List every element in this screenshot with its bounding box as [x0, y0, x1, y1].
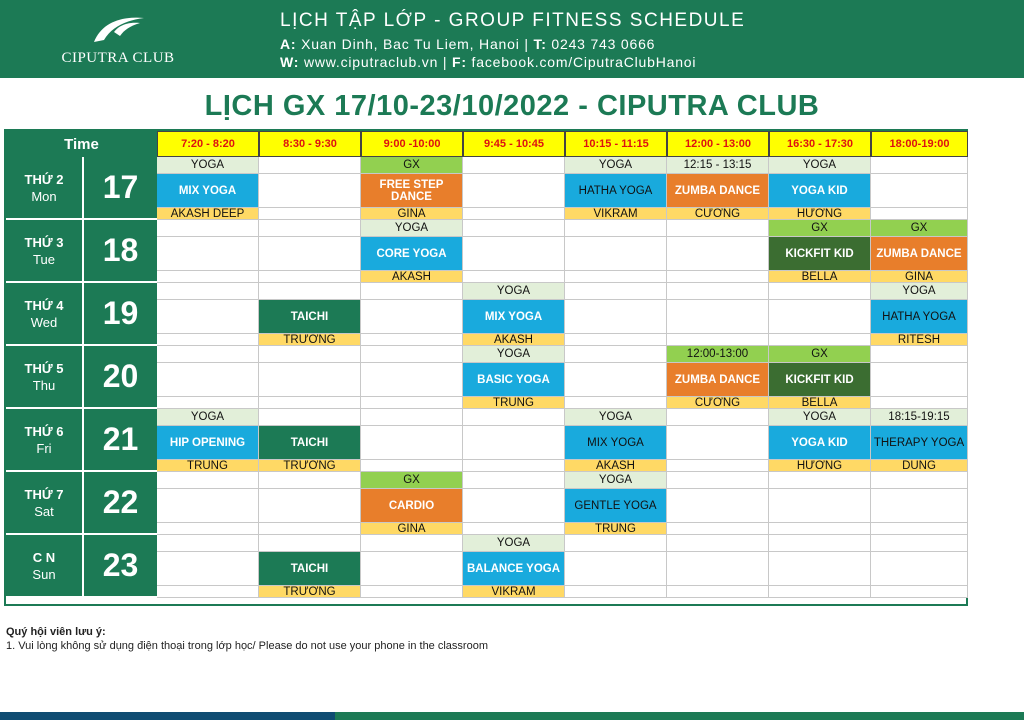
class-cell: GX [769, 346, 871, 363]
empty-cell [871, 174, 968, 208]
empty-cell [157, 472, 259, 489]
day-name-cell [6, 220, 82, 283]
web-line [280, 54, 696, 70]
class-cell: YOGA [361, 220, 463, 237]
page-header [0, 0, 1024, 78]
empty-cell [871, 472, 968, 489]
empty-cell [157, 489, 259, 523]
class-cell: HƯƠNG [769, 208, 871, 220]
empty-cell [463, 271, 565, 283]
class-cell: BALANCE YOGA [463, 552, 565, 586]
class-cell: YOGA [565, 409, 667, 426]
empty-cell [361, 346, 463, 363]
empty-cell [667, 460, 769, 472]
class-cell: CARDIO [361, 489, 463, 523]
empty-cell [667, 237, 769, 271]
day-name-cell [6, 283, 82, 346]
schedule-table [4, 129, 968, 606]
empty-cell [565, 363, 667, 397]
day-name-vi: C N [32, 549, 56, 565]
brand-name: CIPUTRA CLUB [61, 50, 175, 66]
time-slot-header: 9:00 -10:00 [361, 131, 463, 157]
empty-cell [361, 535, 463, 552]
empty-cell [667, 271, 769, 283]
empty-cell [259, 174, 361, 208]
empty-cell [871, 363, 968, 397]
phone-label: T: [533, 36, 547, 52]
empty-cell [259, 237, 361, 271]
empty-cell [871, 489, 968, 523]
empty-cell [871, 523, 968, 535]
empty-cell [667, 472, 769, 489]
class-cell: 18:15-19:15 [871, 409, 968, 426]
class-cell: GX [361, 472, 463, 489]
empty-cell [769, 523, 871, 535]
class-cell: RITESH [871, 334, 968, 346]
empty-cell [259, 489, 361, 523]
empty-cell [361, 397, 463, 409]
empty-cell [361, 283, 463, 300]
class-cell: BELLA [769, 271, 871, 283]
empty-cell [769, 586, 871, 598]
class-cell: YOGA [463, 346, 565, 363]
class-cell: MIX YOGA [565, 426, 667, 460]
day-name-vi: THỨ 5 [24, 360, 64, 376]
empty-cell [259, 271, 361, 283]
empty-cell [463, 220, 565, 237]
empty-cell [259, 157, 361, 174]
empty-cell [259, 409, 361, 426]
empty-cell [157, 535, 259, 552]
class-cell: AKASH [565, 460, 667, 472]
day-number: 22 [82, 472, 157, 535]
class-cell: YOGA [769, 409, 871, 426]
empty-cell [361, 363, 463, 397]
class-cell: TAICHI [259, 426, 361, 460]
empty-cell [157, 334, 259, 346]
day-name-cell [6, 157, 82, 220]
address-text: Xuan Dinh, Bac Tu Liem, Hanoi [301, 36, 520, 52]
notes-title: Quý hội viên lưu ý: [6, 626, 106, 638]
class-cell: TAICHI [259, 300, 361, 334]
time-slot-header: 10:15 - 11:15 [565, 131, 667, 157]
class-cell: TRƯỞNG [259, 334, 361, 346]
empty-cell [463, 489, 565, 523]
class-cell: 12:00-13:00 [667, 346, 769, 363]
empty-cell [565, 271, 667, 283]
empty-cell [157, 363, 259, 397]
empty-cell [769, 472, 871, 489]
class-cell: MIX YOGA [157, 174, 259, 208]
empty-cell [463, 157, 565, 174]
separator: | [442, 54, 448, 70]
day-name-vi: THỨ 7 [24, 486, 64, 502]
empty-cell [361, 552, 463, 586]
page-title: LỊCH GX 17/10-23/10/2022 - CIPUTRA CLUB [204, 90, 820, 122]
day-name-vi: THỨ 3 [24, 234, 64, 250]
class-cell: GX [871, 220, 968, 237]
class-cell: HIP OPENING [157, 426, 259, 460]
class-cell: GX [361, 157, 463, 174]
day-number: 19 [82, 283, 157, 346]
empty-cell [463, 208, 565, 220]
website-link[interactable]: www.ciputraclub.vn [303, 54, 439, 70]
class-cell: HƯƠNG [769, 460, 871, 472]
class-cell: CƯỜNG [667, 208, 769, 220]
empty-cell [157, 271, 259, 283]
day-number: 18 [82, 220, 157, 283]
footer-bar-blue [0, 712, 335, 720]
empty-cell [769, 283, 871, 300]
empty-cell [565, 397, 667, 409]
class-cell: GINA [871, 271, 968, 283]
class-cell: TRUNG [565, 523, 667, 535]
time-slot-header: 18:00-19:00 [871, 131, 968, 157]
class-cell: ZUMBA DANCE [667, 363, 769, 397]
empty-cell [463, 174, 565, 208]
empty-cell [769, 334, 871, 346]
footer-bar-green [335, 712, 1024, 720]
empty-cell [259, 220, 361, 237]
empty-cell [565, 552, 667, 586]
empty-cell [565, 346, 667, 363]
swoosh-logo-icon [88, 14, 148, 46]
facebook-link[interactable]: facebook.com/CiputraClubHanoi [471, 54, 697, 70]
class-cell: TRUNG [157, 460, 259, 472]
empty-cell [157, 586, 259, 598]
class-cell: YOGA [463, 535, 565, 552]
class-cell: BELLA [769, 397, 871, 409]
empty-cell [157, 300, 259, 334]
day-name-en: Thu [32, 377, 56, 393]
class-cell: VIKRAM [463, 586, 565, 598]
empty-cell [871, 346, 968, 363]
empty-cell [667, 409, 769, 426]
header-title: LỊCH TẬP LỚP - GROUP FITNESS SCHEDULE [280, 10, 746, 31]
empty-cell [871, 157, 968, 174]
empty-cell [259, 208, 361, 220]
class-cell: DŨNG [871, 460, 968, 472]
empty-cell [565, 334, 667, 346]
ciputra-club-logo [58, 14, 178, 70]
day-name-en: Sat [34, 503, 54, 519]
empty-cell [361, 460, 463, 472]
day-name-en: Wed [30, 314, 58, 330]
empty-cell [667, 283, 769, 300]
empty-cell [667, 523, 769, 535]
address-line [280, 36, 655, 52]
empty-cell [871, 535, 968, 552]
empty-cell [259, 535, 361, 552]
empty-cell [769, 489, 871, 523]
day-name-en: Fri [36, 440, 52, 456]
empty-cell [871, 586, 968, 598]
class-cell: GX [769, 220, 871, 237]
day-name-cell [6, 409, 82, 472]
empty-cell [157, 552, 259, 586]
class-cell: AKASH [463, 334, 565, 346]
class-cell: THERAPY YOGA [871, 426, 968, 460]
empty-cell [259, 346, 361, 363]
class-cell: ZUMBA DANCE [871, 237, 968, 271]
empty-cell [871, 552, 968, 586]
empty-cell [565, 283, 667, 300]
empty-cell [565, 300, 667, 334]
empty-cell [565, 535, 667, 552]
class-cell: GINA [361, 208, 463, 220]
empty-cell [463, 426, 565, 460]
class-cell: YOGA [565, 157, 667, 174]
class-cell: TRƯỞNG [259, 586, 361, 598]
empty-cell [259, 397, 361, 409]
empty-cell [157, 237, 259, 271]
day-number: 21 [82, 409, 157, 472]
class-cell: YOGA KID [769, 174, 871, 208]
class-cell: CORE YOGA [361, 237, 463, 271]
empty-cell [565, 220, 667, 237]
class-cell: YOGA [157, 157, 259, 174]
class-cell: YOGA [769, 157, 871, 174]
empty-cell [871, 397, 968, 409]
empty-cell [259, 523, 361, 535]
facebook-label: F: [452, 54, 467, 70]
class-cell: GINA [361, 523, 463, 535]
class-cell: BASIC YOGA [463, 363, 565, 397]
empty-cell [157, 346, 259, 363]
empty-cell [463, 472, 565, 489]
class-cell: AKASH DEEP [157, 208, 259, 220]
empty-cell [157, 397, 259, 409]
class-cell: MIX YOGA [463, 300, 565, 334]
empty-cell [667, 334, 769, 346]
class-cell: KICKFIT KID [769, 363, 871, 397]
empty-cell [259, 283, 361, 300]
class-cell: CƯỜNG [667, 397, 769, 409]
empty-cell [463, 237, 565, 271]
notes-section [6, 626, 488, 652]
empty-cell [871, 208, 968, 220]
note-item: 1. Vui lòng không sử dụng điện thoại trong lớp học/ Please do not use your phone in the classroom [6, 640, 488, 652]
class-cell: GENTLE YOGA [565, 489, 667, 523]
day-number: 20 [82, 346, 157, 409]
empty-cell [259, 363, 361, 397]
class-cell: YOGA [157, 409, 259, 426]
day-name-cell [6, 535, 82, 598]
class-cell: VIKRAM [565, 208, 667, 220]
separator: | [524, 36, 529, 52]
day-name-en: Sun [32, 566, 56, 582]
time-slot-header: 7:20 - 8:20 [157, 131, 259, 157]
class-cell: HATHA YOGA [565, 174, 667, 208]
empty-cell [361, 334, 463, 346]
empty-cell [667, 586, 769, 598]
empty-cell [565, 586, 667, 598]
day-name-vi: THỨ 4 [24, 297, 64, 313]
address-label: A: [280, 36, 297, 52]
day-name-cell [6, 472, 82, 535]
empty-cell [667, 220, 769, 237]
class-cell: FREE STEP DANCE [361, 174, 463, 208]
class-cell: AKASH [361, 271, 463, 283]
empty-cell [361, 586, 463, 598]
empty-cell [361, 409, 463, 426]
day-name-en: Tue [33, 251, 55, 267]
empty-cell [667, 426, 769, 460]
empty-cell [463, 523, 565, 535]
class-cell: YOGA [871, 283, 968, 300]
class-cell: TAICHI [259, 552, 361, 586]
empty-cell [157, 523, 259, 535]
day-number: 17 [82, 157, 157, 220]
class-cell: YOGA [565, 472, 667, 489]
day-name-cell [6, 346, 82, 409]
empty-cell [769, 300, 871, 334]
day-name-vi: THỨ 6 [24, 423, 64, 439]
class-cell: 12:15 - 13:15 [667, 157, 769, 174]
empty-cell [361, 426, 463, 460]
empty-cell [667, 300, 769, 334]
empty-cell [565, 237, 667, 271]
empty-cell [157, 220, 259, 237]
empty-cell [157, 283, 259, 300]
class-cell: HATHA YOGA [871, 300, 968, 334]
class-cell: YOGA KID [769, 426, 871, 460]
day-name-en: Mon [31, 188, 57, 204]
empty-cell [667, 489, 769, 523]
empty-cell [667, 552, 769, 586]
time-slot-header: 16:30 - 17:30 [769, 131, 871, 157]
empty-cell [259, 472, 361, 489]
empty-cell [769, 535, 871, 552]
time-slot-header: 8:30 - 9:30 [259, 131, 361, 157]
time-slot-header: 12:00 - 13:00 [667, 131, 769, 157]
day-name-vi: THỨ 2 [24, 171, 64, 187]
class-cell: TRUNG [463, 397, 565, 409]
empty-cell [463, 409, 565, 426]
phone-text: 0243 743 0666 [551, 36, 656, 52]
class-cell: ZUMBA DANCE [667, 174, 769, 208]
web-label: W: [280, 54, 300, 70]
empty-cell [769, 552, 871, 586]
empty-cell [463, 460, 565, 472]
class-cell: KICKFIT KID [769, 237, 871, 271]
empty-cell [667, 535, 769, 552]
class-cell: YOGA [463, 283, 565, 300]
time-slot-header: 9:45 - 10:45 [463, 131, 565, 157]
day-number: 23 [82, 535, 157, 598]
time-header: Time [6, 131, 157, 157]
empty-cell [361, 300, 463, 334]
class-cell: TRƯỞNG [259, 460, 361, 472]
